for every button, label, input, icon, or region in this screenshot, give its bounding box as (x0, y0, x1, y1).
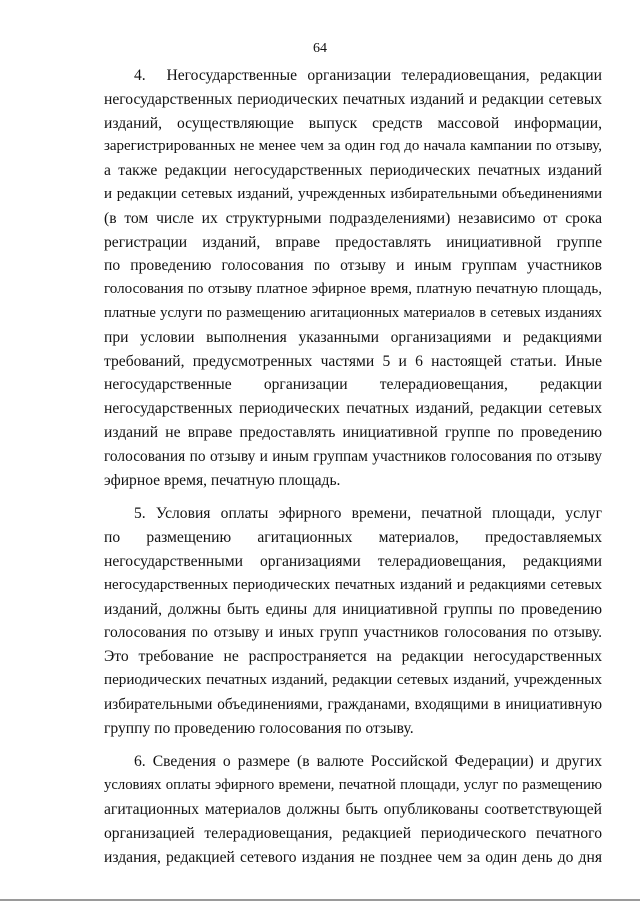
text-line: негосударственных периодических печатных изданий, редакции сетевых (104, 400, 602, 418)
text-line: группу по проведению голосования по отзыву. (104, 719, 414, 737)
text-line: эфирное время, печатную площадь. (104, 471, 341, 489)
paragraph-6 (104, 750, 602, 869)
text-line: издания, редакцией сетевого издания не позднее чем за один день до дня (104, 848, 602, 866)
text-line: 6. Сведения о размере (в валюте Российской Федерации) и других (134, 753, 602, 771)
text-line: 4. Негосударственные организации телерадиовещания, редакции (134, 67, 602, 84)
text-line: негосударственные организации телерадиовещания, редакции (104, 376, 602, 394)
text-line: периодических печатных изданий, редакции сетевых изданий, учрежденных (104, 671, 602, 688)
text-line: избирательными объединениями, гражданами, входящими в инициативную (104, 695, 602, 713)
text-line: требований, предусмотренных частями 5 и 6 настоящей статьи. Иные (104, 352, 602, 370)
text-line: голосования по отзыву и иным группам участников голосования по отзыву (104, 447, 602, 465)
page-number: 64 (313, 41, 327, 56)
text-line: регистрации изданий, вправе предоставлять инициативной группе (104, 233, 602, 251)
text-line: негосударственными организациями телерадиовещания, редакциями (104, 552, 602, 570)
text-line: и редакции сетевых изданий, учрежденных избирательными объединениями (104, 185, 602, 202)
text-line: голосования по отзыву и иных групп участников голосования по отзыву. (104, 624, 602, 642)
text-line: по размещению агитационных материалов, предоставляемых (104, 529, 602, 547)
paragraph-5 (104, 502, 602, 740)
text-line: организацией телерадиовещания, редакцией периодического печатного (104, 824, 602, 842)
page-bottom-border (0, 899, 640, 901)
paragraph-spacer (104, 492, 602, 502)
text-line: агитационных материалов должны быть опубликованы соответствующей (104, 800, 602, 818)
text-line: изданий, осуществляющие выпуск средств массовой информации, (104, 114, 602, 132)
text-line: изданий не вправе предоставлять инициативной группе по проведению (104, 423, 602, 441)
text-line: негосударственных периодических печатных изданий и редакции сетевых (104, 90, 602, 108)
text-line: Это требование не распространяется на редакции негосударственных (104, 648, 602, 666)
text-line: изданий, должны быть едины для инициативной группы по проведению (104, 600, 602, 618)
text-line: зарегистрированных не менее чем за один год до начала кампании по отзыву, (104, 138, 602, 155)
text-line: 5. Условия оплаты эфирного времени, печатной площади, услуг (134, 505, 602, 523)
text-line: по проведению голосования по отзыву и иным группам участников (104, 257, 602, 275)
text-line: платные услуги по размещению агитационных материалов в сетевых изданиях (104, 304, 602, 321)
paragraph-4 (104, 64, 602, 492)
text-line: а также редакции негосударственных периодических печатных изданий (104, 162, 602, 180)
text-line: (в том числе их структурными подразделениями) независимо от срока (104, 209, 602, 227)
text-line: условиях оплаты эфирного времени, печатной площади, услуг по размещению (104, 777, 602, 794)
paragraph-spacer (104, 740, 602, 750)
document-body (104, 64, 602, 869)
text-line: негосударственных периодических печатных изданий и редакциями сетевых (104, 576, 602, 593)
text-line: голосования по отзыву платное эфирное время, платную печатную площадь, (104, 281, 602, 298)
text-line: при условии выполнения указанными организациями и редакциями (104, 328, 602, 346)
